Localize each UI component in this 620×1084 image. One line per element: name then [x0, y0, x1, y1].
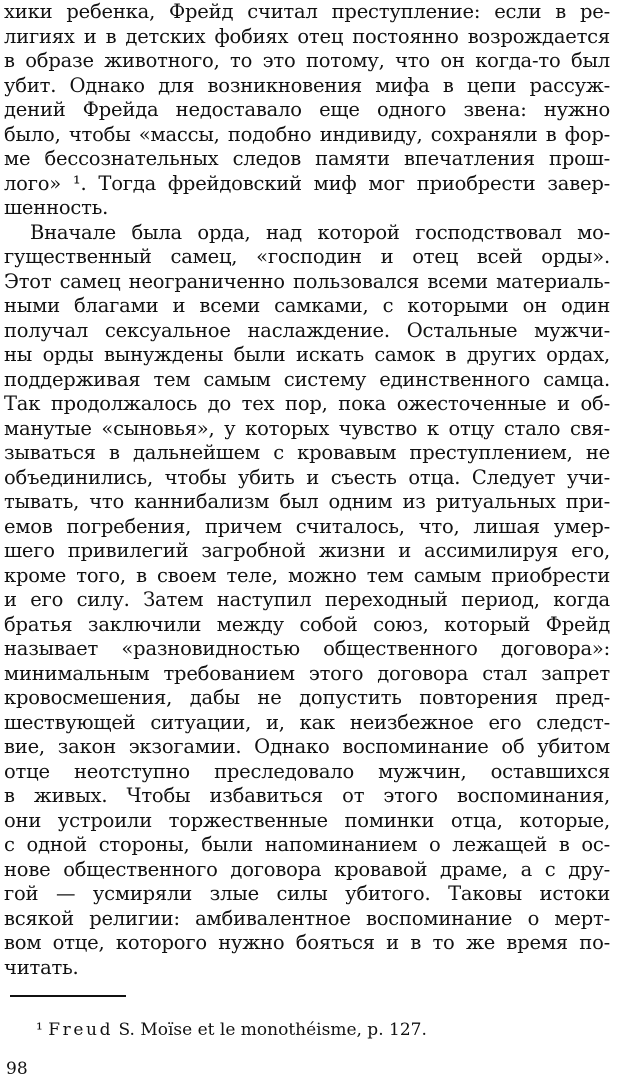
text-line: с одной стороны, были напоминанием о лежащей в ос- — [4, 833, 610, 856]
text-line: и его силу. Затем наступил переходный период, когда — [4, 588, 610, 611]
text-line: кровосмешения, дабы не допустить повторения пред- — [4, 686, 610, 709]
text-line: зываться в дальнейшем с кровавым преступлением, не — [4, 441, 610, 464]
text-line: шего привилегий загробной жизни и ассимилируя его, — [4, 539, 610, 562]
text-line: шествующей ситуации, и, как неизбежное его следст- — [4, 710, 610, 734]
text-line: читать. — [4, 955, 79, 979]
text-line: отце неотступно преследовало мужчин, оставшихся — [4, 759, 610, 783]
text-line: поддерживая тем самым систему единственного самца. — [4, 367, 610, 391]
text-line: тывать, что каннибализм был одним из ритуальных при- — [4, 490, 610, 513]
footnote-marker: ¹ — [36, 1020, 43, 1040]
text-line: манутые «сыновья», у которых чувство к отцу стало свя- — [4, 416, 610, 440]
footnote-author: Freud — [48, 1020, 114, 1040]
text-line: объединились, чтобы убить и съесть отца. Следует учи- — [4, 465, 610, 489]
text-line: ме бессознательных следов памяти впечатления прош- — [4, 147, 610, 170]
text-line: братья заключили между собой союз, который Фрейд — [4, 612, 610, 636]
text-line: вом отце, которого нужно бояться и в то же время по- — [4, 931, 610, 954]
footnote-text: S. Moïse et le monothéisme, p. 127. — [118, 1020, 427, 1040]
text-line: было, чтобы «массы, подобно индивиду, сохраняли в фор- — [4, 122, 610, 146]
text-line: хики ребенка, Фрейд считал преступление: если в ре- — [4, 0, 610, 23]
footnote — [36, 1019, 427, 1041]
text-line: лого» ¹. Тогда фрейдовский миф мог приобрести завер- — [4, 171, 610, 195]
text-line: ны орды вынуждены были искать самок в других ордах, — [4, 343, 610, 366]
text-line: они устроили торжественные поминки отца, которые, — [4, 808, 610, 832]
text-line: Этот самец неограниченно пользовался всеми материаль- — [4, 269, 610, 293]
page-number: 98 — [6, 1059, 28, 1079]
text-line: убит. Однако для возникновения мифа в цепи рассуж- — [4, 73, 610, 97]
text-line: Так продолжалось до тех пор, пока ожесточенные и об- — [4, 392, 610, 415]
text-line: в живых. Чтобы избавиться от этого воспоминания, — [4, 784, 610, 807]
body-text — [4, 0, 610, 980]
paragraph-start-line: Вначале была орда, над которой господствовал мо- — [30, 220, 610, 244]
text-line: лигиях и в детских фобиях отец постоянно возрождается — [4, 24, 610, 48]
text-line: гой — усмиряли злые силы убитого. Таковы истоки — [4, 882, 610, 905]
footnote-separator — [10, 995, 126, 997]
text-line: гущественный самец, «господин и отец всей орды». — [4, 245, 610, 268]
text-line: всякой религии: амбивалентное воспоминание о мерт- — [4, 906, 610, 930]
text-line: емов погребения, причем считалось, что, лишая умер- — [4, 514, 610, 538]
text-line: вие, закон экзогамии. Однако воспоминание об убитом — [4, 735, 610, 758]
text-line: в образе животного, то это потому, что он когда-то был — [4, 49, 610, 72]
text-line: называет «разновидностью общественного договора»: — [4, 637, 610, 660]
text-line: нове общественного договора кровавой драме, а с дру- — [4, 857, 610, 881]
text-line: минимальным требованием этого договора стал запрет — [4, 661, 610, 685]
text-line: получал сексуальное наслаждение. Остальные мужчи- — [4, 318, 610, 342]
text-line: ными благами и всеми самками, с которыми он один — [4, 294, 610, 317]
text-line: дений Фрейда недоставало еще одного звена: нужно — [4, 98, 610, 121]
text-line: кроме того, в своем теле, можно тем самым приобрести — [4, 563, 610, 587]
text-line: шенность. — [4, 196, 109, 219]
